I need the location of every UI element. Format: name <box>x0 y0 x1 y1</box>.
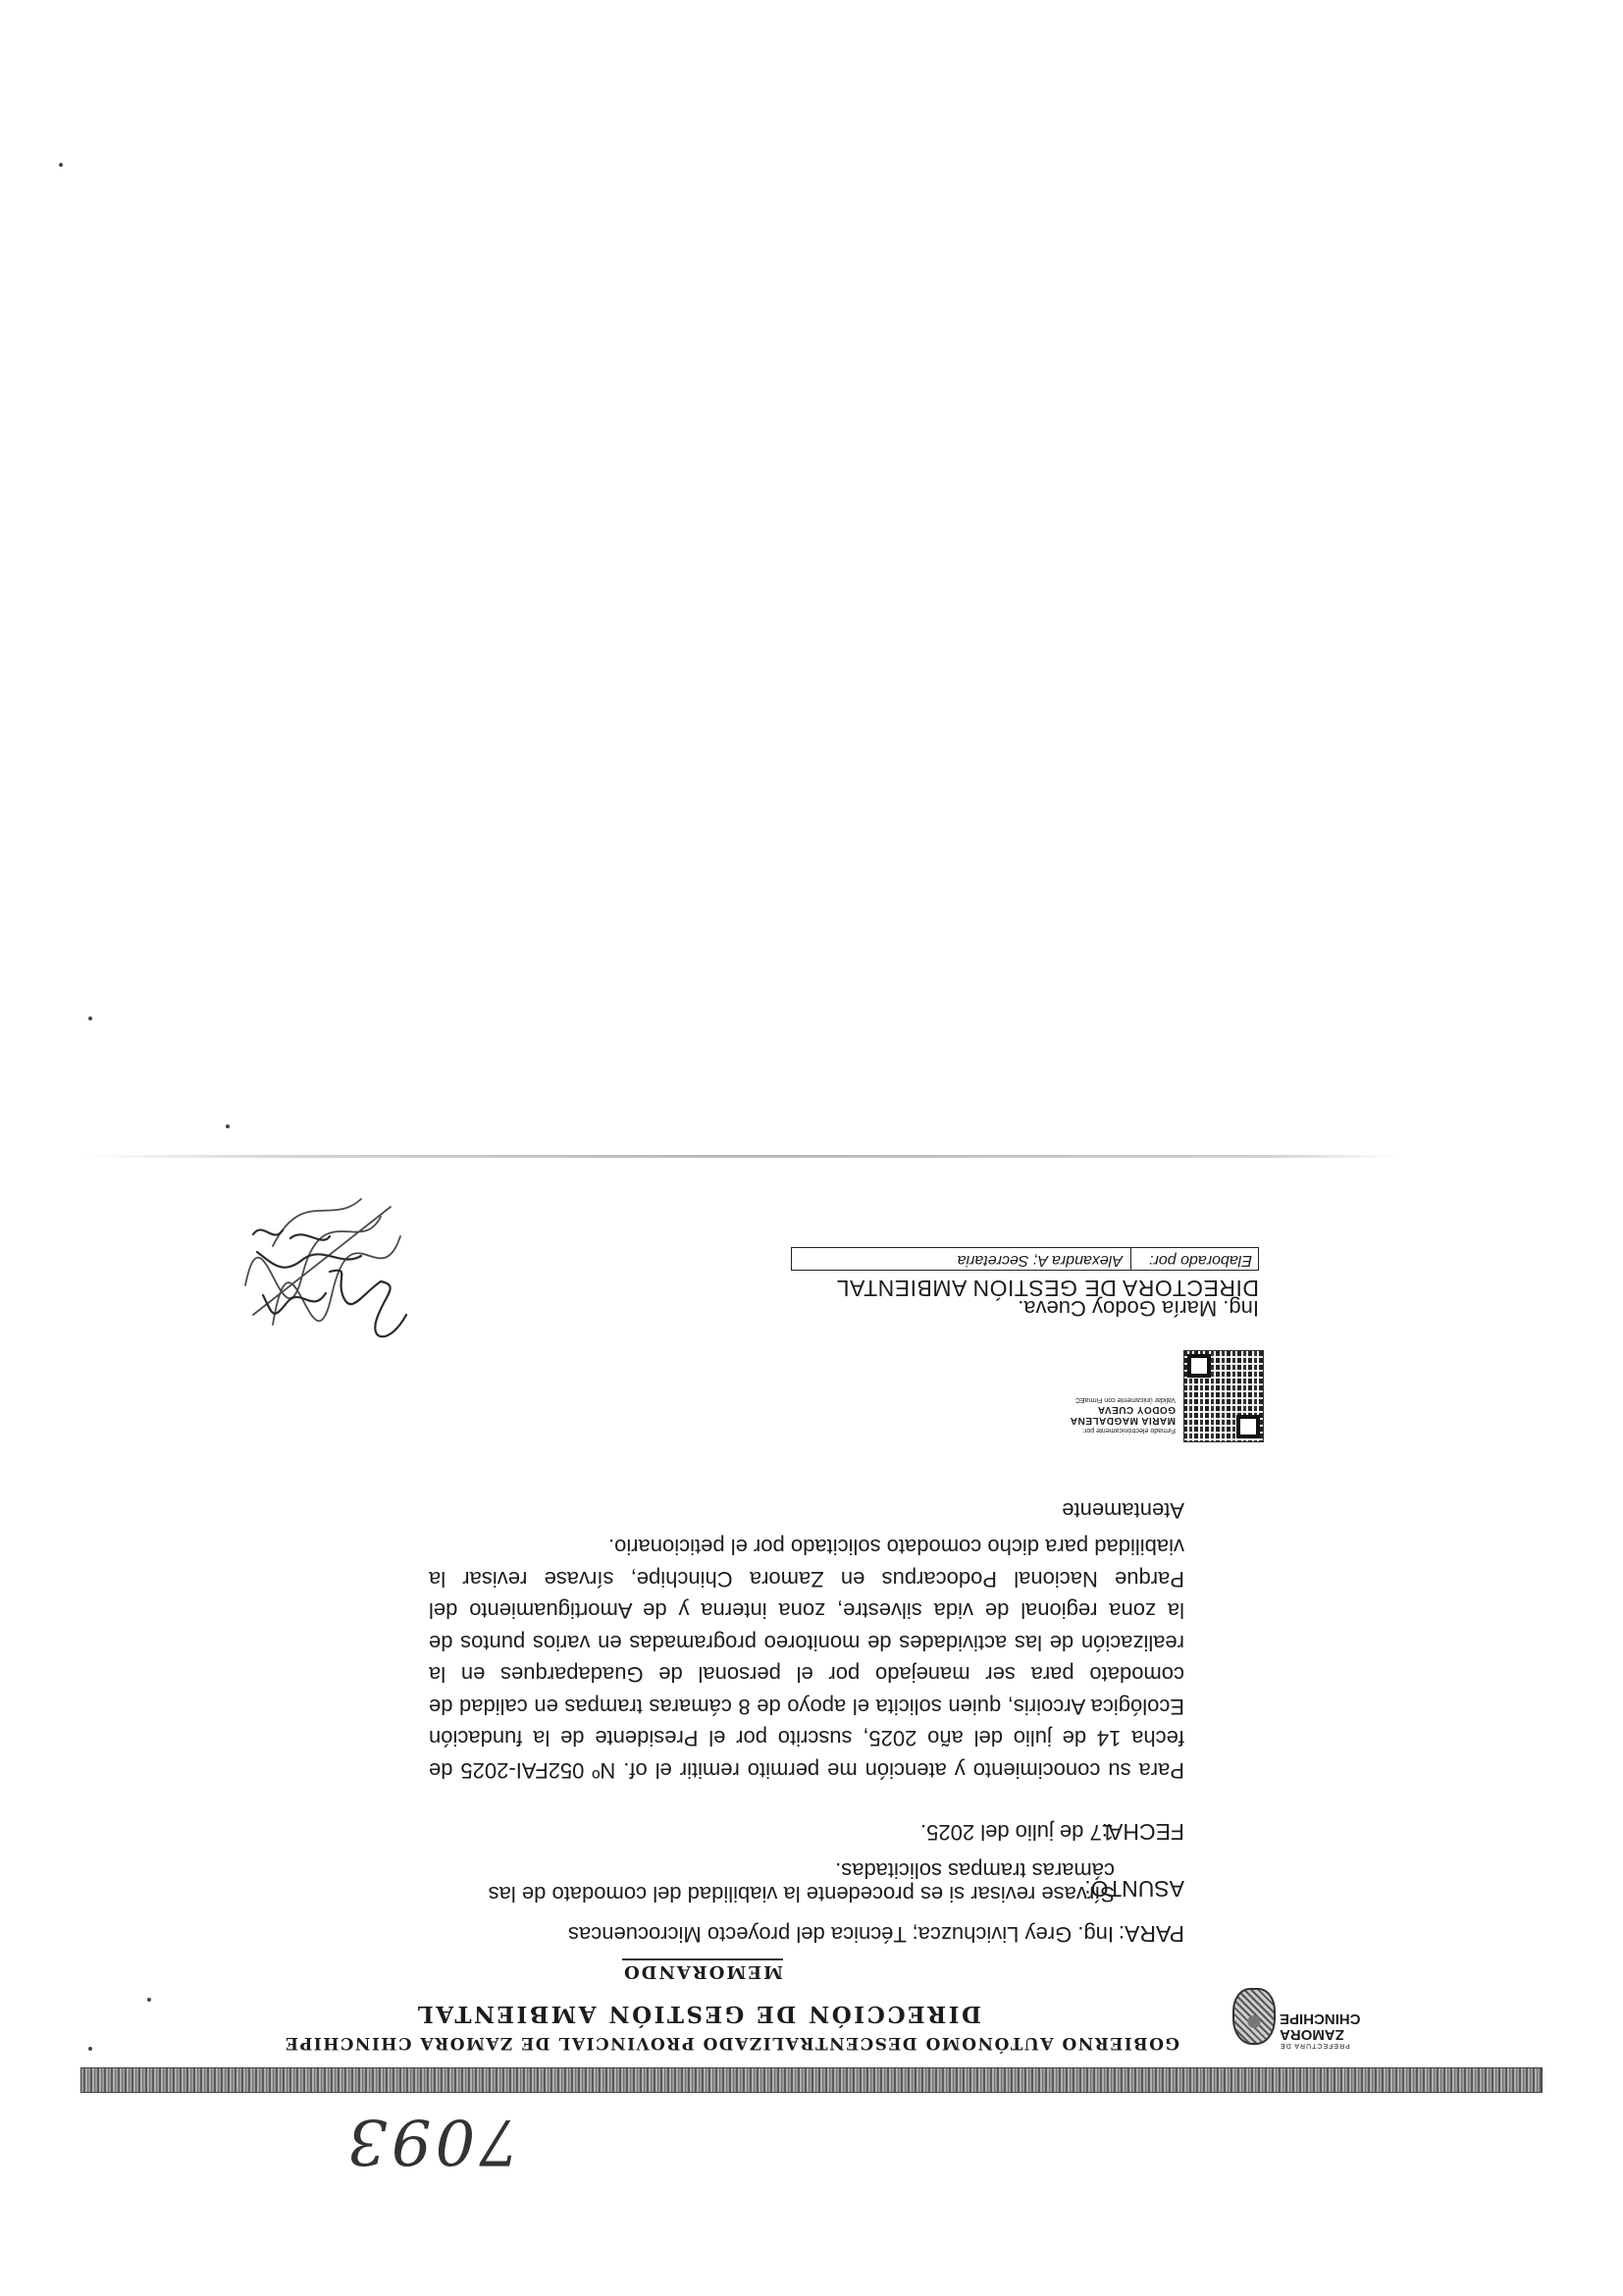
logo-line1: ZAMORA <box>1280 2026 1344 2043</box>
scan-speck <box>59 163 63 167</box>
prepared-by-label: Elaborado por: <box>1130 1248 1258 1270</box>
para-label: PARA: <box>1118 1921 1184 1947</box>
signer-title: DIRECTORA DE GESTIÓN AMBIENTAL <box>836 1276 1259 1301</box>
handwritten-received-signature <box>234 1187 420 1354</box>
scan-speck <box>147 1998 151 2002</box>
prepared-by-value: Alexandra A; Secretaria <box>957 1252 1123 1269</box>
e-signature-name-2: GODOY CUEVA <box>1097 1404 1176 1415</box>
header-bar <box>80 2067 1543 2093</box>
scan-speck <box>226 1124 230 1128</box>
scan-speck <box>88 2047 92 2051</box>
asunto-value: Sírvase revisar si es procedente la viabilidad del comodato de las cámaras trampas solicitadas. <box>488 1858 1115 1906</box>
closing: Atentamente <box>1062 1498 1184 1523</box>
fold-line <box>82 1155 1397 1158</box>
qr-code-icon <box>1183 1350 1264 1442</box>
e-signature-block <box>1009 1395 1176 1435</box>
e-signature-caption: Firmado electrónicamente por: <box>1082 1427 1176 1434</box>
e-signature-validation: Validar únicamente con FirmaEC <box>1074 1396 1176 1403</box>
government-name: GOBIERNO AUTÓNOMO DESCENTRALIZADO PROVINCIAL DE ZAMORA CHINCHIPE <box>284 2033 1179 2053</box>
e-signature-name-1: MARIA MAGDALENA <box>1070 1415 1176 1426</box>
document-type: MEMORANDO <box>622 1958 783 1982</box>
para-value: Ing. Grey Livichuzca; Técnica del proyecto Microcuencas <box>568 1922 1114 1947</box>
scan-speck <box>88 1017 92 1020</box>
directorate-name: DIRECCIÓN DE GESTIÓN AMBIENTAL <box>415 2001 981 2027</box>
prefectura-logo <box>1232 1986 1362 2049</box>
logo-small-text: PREFECTURA DE <box>1280 2042 1350 2049</box>
signer-name: Ing. María Godoy Cueva. <box>1018 1296 1259 1321</box>
asunto-label: ASUNTO: <box>1084 1876 1184 1902</box>
logo-line2: CHINCHIPE <box>1280 2010 1361 2027</box>
prepared-by-box <box>791 1247 1259 1271</box>
emblem-icon <box>1232 1988 1276 2045</box>
memo-body: Para su conocimiento y atención me permito remitir el of. Nº 052FAI-2025 de fecha 14 de julio del año 2025, suscrito por el Presidente de la fundación Ecológica Arcoiris, quien solicita el apoyo de 8 cámaras trampas en calidad de comodato para ser manejado por el personal de Guadaparques en la realización de las actividades de monitoreo programadas en varios puntos de la zona regional de vida silvestre, zona interna y de Amortiguamiento del Parque Nacional Podocarpus en Zamora Chinchipe, sírvase revisar la viabilidad para dicho comodato solicitado por el peticionario. <box>429 1535 1184 1783</box>
handwritten-number: 7093 <box>343 2105 519 2177</box>
fecha-label: FECHA: <box>1101 1819 1184 1845</box>
fecha-value: 17 de julio del 2025. <box>920 1820 1114 1845</box>
